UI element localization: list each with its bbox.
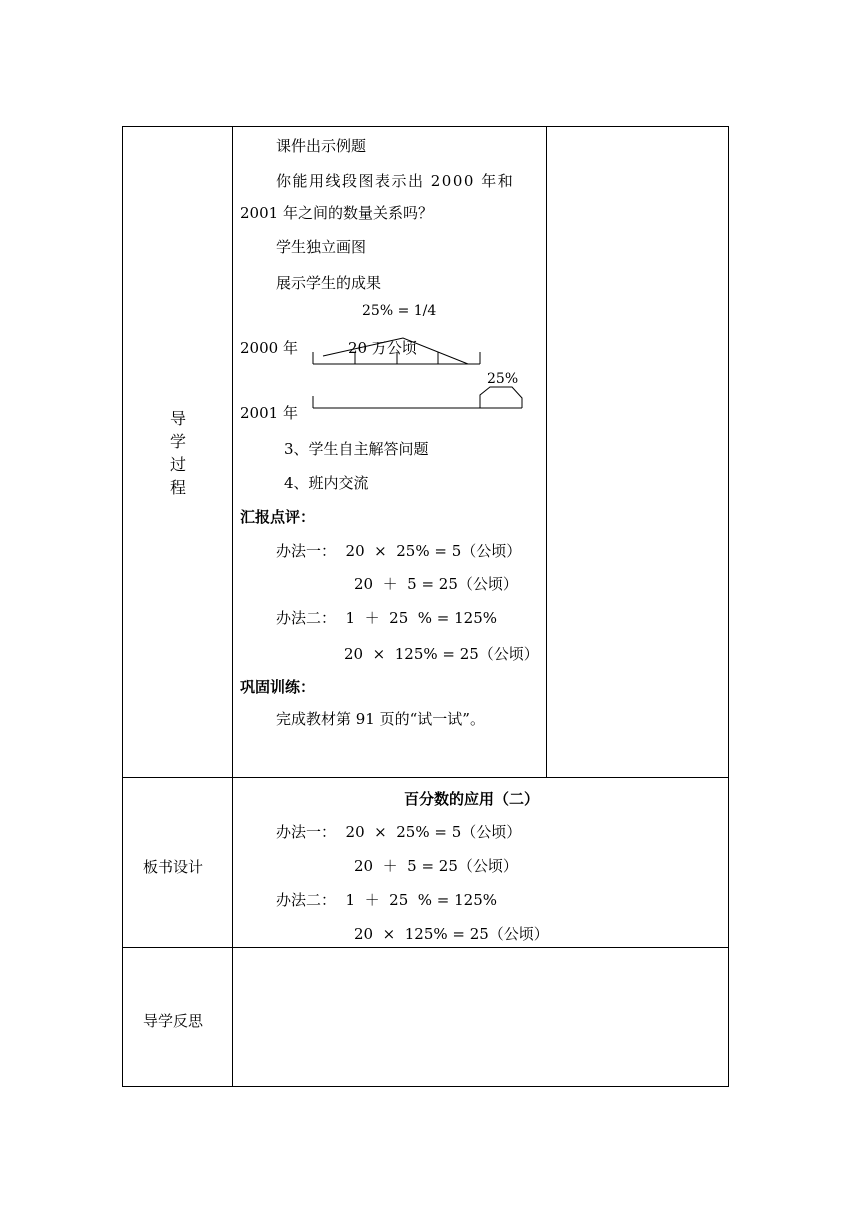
process-line-draw: 学生独立画图 xyxy=(276,238,367,256)
reflection-label: 导学反思 xyxy=(143,1012,204,1030)
process-label-char-1: 导 xyxy=(169,409,186,428)
process-method-1a: 办法一： 20 × 25% = 5（公顷） xyxy=(276,542,522,560)
diagram-year-2000-value: 20 万公顷 xyxy=(348,339,417,357)
board-method-1b: 20 ＋ 5 = 25（公顷） xyxy=(354,857,518,875)
table-border-top xyxy=(122,126,729,127)
process-method-2a: 办法二： 1 ＋ 25 % = 125% xyxy=(276,609,498,627)
table-row-divider-2 xyxy=(122,947,729,948)
table-col-divider xyxy=(232,126,233,1087)
diagram-year-2000: 2000 年 xyxy=(240,339,298,357)
process-line-show-results: 展示学生的成果 xyxy=(276,274,382,292)
process-line-solve: 3、学生自主解答问题 xyxy=(284,440,429,458)
board-method-2b: 20 × 125% = 25（公顷） xyxy=(354,925,549,943)
board-title: 百分数的应用（二） xyxy=(404,790,540,808)
table-border-left xyxy=(122,126,123,1087)
table-note-divider xyxy=(546,126,547,778)
process-method-1b: 20 ＋ 5 = 25（公顷） xyxy=(354,575,518,593)
process-line-show-example: 课件出示例题 xyxy=(276,137,367,155)
diagram-extra-label: 25% xyxy=(487,371,519,387)
process-label-char-2: 学 xyxy=(169,432,186,451)
table-row-divider-1 xyxy=(122,777,729,778)
board-method-1a: 办法一： 20 × 25% = 5（公顷） xyxy=(276,823,522,841)
practice-heading: 巩固训练： xyxy=(240,678,316,696)
table-border-right xyxy=(728,126,729,1087)
segment-2001-brace xyxy=(480,387,522,408)
table-border-bottom xyxy=(122,1086,729,1087)
report-heading: 汇报点评： xyxy=(240,508,316,526)
diagram-year-2001: 2001 年 xyxy=(240,404,298,422)
process-line-exchange: 4、班内交流 xyxy=(284,474,369,492)
process-method-2b: 20 × 125% = 25（公顷） xyxy=(344,645,539,663)
board-method-2a: 办法二： 1 ＋ 25 % = 125% xyxy=(276,891,498,909)
board-label: 板书设计 xyxy=(143,858,204,876)
practice-text: 完成教材第 91 页的“试一试”。 xyxy=(276,710,485,728)
diagram-ratio-label: 25% = 1/4 xyxy=(362,303,437,319)
process-line-question-b: 2001 年之间的数量关系吗？ xyxy=(240,204,433,222)
process-label-char-3: 过 xyxy=(169,455,186,474)
process-label-char-4: 程 xyxy=(169,478,186,497)
process-line-question-a: 你能用线段图表示出 2000 年和 xyxy=(276,172,515,190)
